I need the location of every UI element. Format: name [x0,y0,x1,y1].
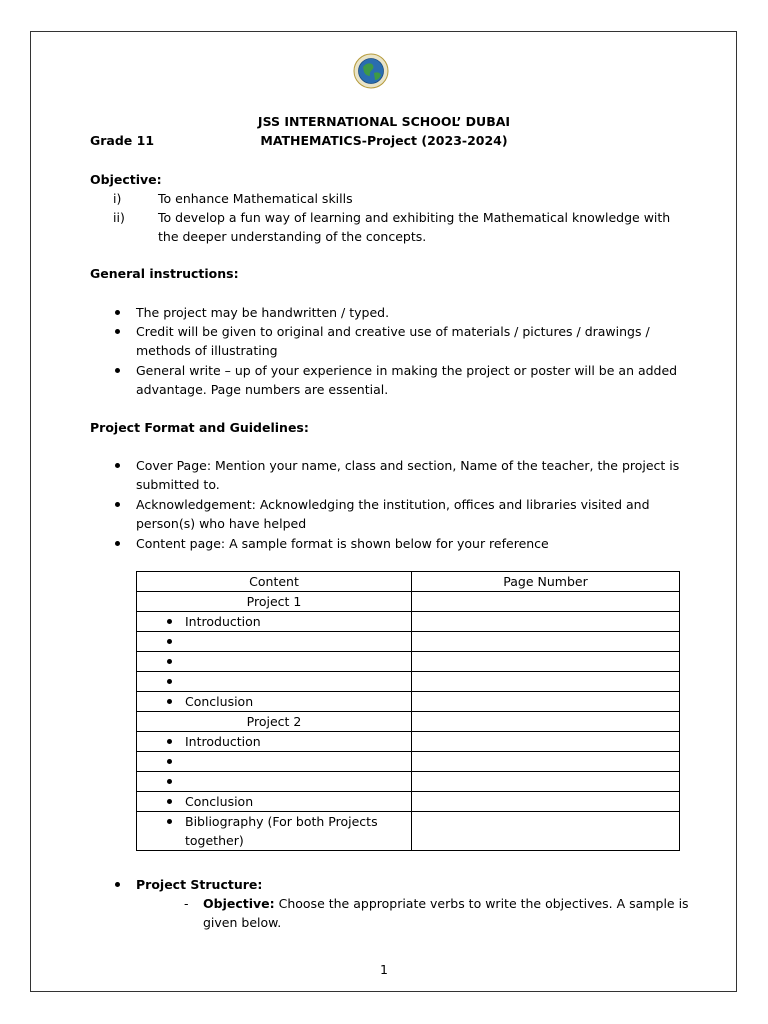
table-header-content: Content [137,572,412,592]
table-cell-page [412,732,680,752]
school-name: JSS INTERNATIONAL SCHOOL’ DUBAI [257,114,511,129]
table-cell-content: Introduction [137,612,412,632]
instruction-2-line2: methods of illustrating [136,343,278,358]
table-cell-page [412,632,680,652]
bullet-icon [115,463,120,468]
table-cell-content: Project 1 [137,592,412,612]
format-item-1-line1: Cover Page: Mention your name, class and section, Name of the teacher, the project is [136,458,680,473]
table-cell-page [412,652,680,672]
table-cell-content [137,772,412,792]
table-cell-page [412,772,680,792]
table-cell-page [412,812,680,851]
instruction-2-line1: Credit will be given to original and creative use of materials / pictures / drawings / [136,324,650,339]
table-header-row [137,572,680,592]
table-row [137,772,680,792]
bullet-icon [115,329,120,334]
table-row [137,812,680,851]
table-row [137,792,680,812]
project-structure-heading: Project Structure: [136,877,263,892]
objective-num-1: i) [113,191,122,206]
page-number: 1 [380,962,388,977]
table-cell-content: Conclusion [137,692,412,712]
structure-objective-label: Objective: [203,896,275,911]
table-cell-content: Conclusion [137,792,412,812]
globe-logo-icon [353,53,389,89]
table-cell-page [412,792,680,812]
table-row [137,632,680,652]
project-format-heading: Project Format and Guidelines: [90,420,309,435]
objective-num-2: ii) [113,210,125,225]
instruction-1: The project may be handwritten / typed. [136,305,390,320]
format-item-2-line1: Acknowledgement: Acknowledging the institution, offices and libraries visited and [136,497,650,512]
table-row [137,592,680,612]
bullet-icon [115,310,120,315]
general-instructions-heading: General instructions: [90,266,239,281]
table-row [137,732,680,752]
table-row [137,652,680,672]
format-item-1-line2: submitted to. [136,477,220,492]
bullet-icon [115,882,120,887]
objective-heading: Objective: [90,172,162,187]
table-row [137,752,680,772]
project-title: MATHEMATICS-Project (2023-2024) [260,133,508,148]
table-cell-content: Introduction [137,732,412,752]
table-cell-content [137,652,412,672]
instruction-3-line2: advantage. Page numbers are essential. [136,382,389,397]
table-header-page-number: Page Number [412,572,680,592]
table-row [137,612,680,632]
table-cell-content [137,632,412,652]
table-cell-page [412,752,680,772]
table-row [137,712,680,732]
table-row [137,692,680,712]
instruction-3-line1: General write – up of your experience in making the project or poster will be an added [136,363,678,378]
table-cell-content: Project 2 [137,712,412,732]
objective-item-2-line2: the deeper understanding of the concepts. [158,229,427,244]
bullet-icon [115,502,120,507]
content-table [136,571,680,851]
format-item-3: Content page: A sample format is shown below for your reference [136,536,549,551]
table-cell-page [412,612,680,632]
bullet-icon [115,541,120,546]
table-cell-page [412,592,680,612]
table-cell-content: Bibliography (For both Projects together) [137,812,412,851]
table-row [137,672,680,692]
structure-objective-line1 [203,894,689,914]
bullet-icon [115,368,120,373]
table-cell-page [412,672,680,692]
table-cell-page [412,692,680,712]
table-cell-content [137,752,412,772]
format-item-2-line2: person(s) who have helped [136,516,307,531]
table-cell-page [412,712,680,732]
objective-item-1: To enhance Mathematical skills [158,191,353,206]
structure-objective-line2: given below. [203,915,282,930]
dash-marker: - [184,896,189,911]
objective-item-2-line1: To develop a fun way of learning and exhibiting the Mathematical knowledge with [158,210,671,225]
structure-objective-text: Choose the appropriate verbs to write the objectives. A sample is [274,896,689,911]
table-cell-content [137,672,412,692]
grade-label: Grade 11 [90,133,155,148]
